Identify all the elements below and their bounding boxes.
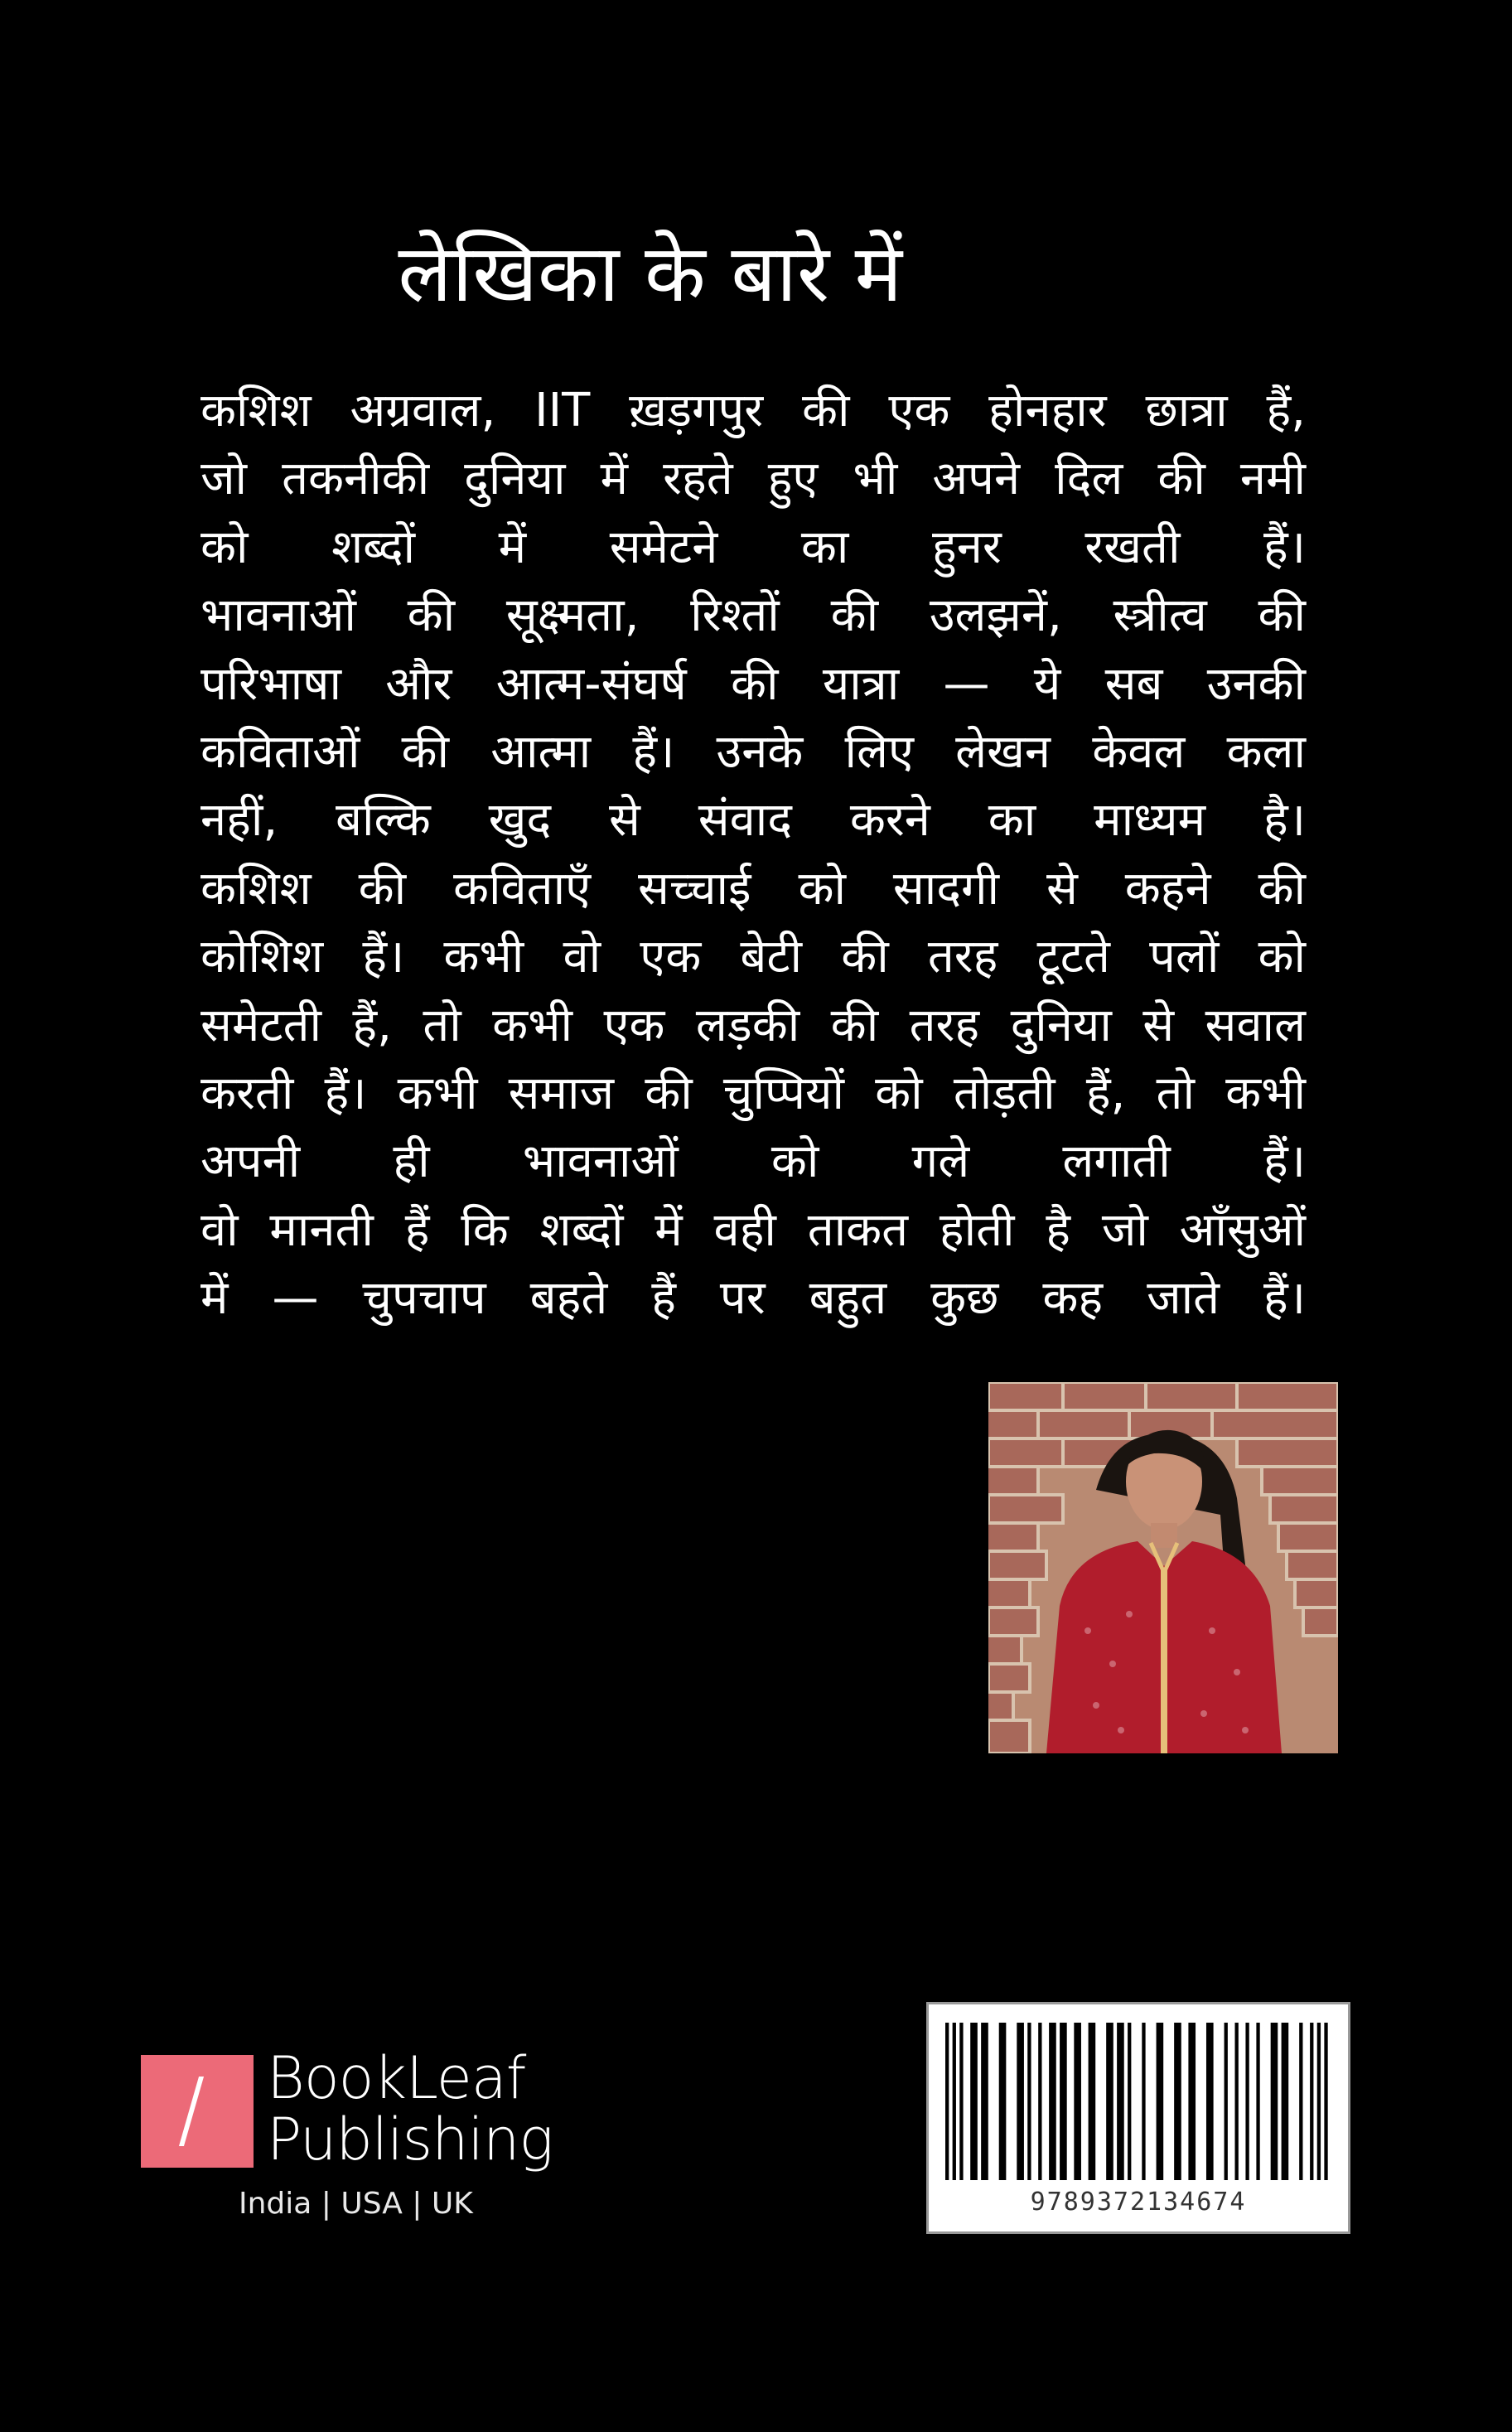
- barcode-bar: [1142, 2023, 1145, 2180]
- barcode-bar: [1299, 2023, 1302, 2180]
- author-bio: [200, 377, 1306, 1333]
- bio-line: में — चुपचाप बहते हैं पर बहुत कुछ कह जाते हैं।: [200, 1271, 1306, 1326]
- bio-line: परिभाषा और आत्म-संघर्ष की यात्रा — ये सब उनकी: [200, 656, 1306, 711]
- barcode-bar: [959, 2023, 963, 2180]
- publisher-logo: [141, 2044, 572, 2236]
- bio-line: कशिश की कविताएँ सच्चाई को सादगी से कहने की: [200, 861, 1306, 916]
- bio-line: करती हैं। कभी समाज की चुप्पियों को तोड़ती हैं, तो कभी: [200, 1066, 1306, 1121]
- isbn-number: 9789372134674: [1030, 2188, 1247, 2217]
- barcode-bars: [945, 2023, 1331, 2180]
- barcode-bar: [981, 2023, 988, 2180]
- bio-line: जो तकनीकी दुनिया में रहते हुए भी अपने दिल की नमी: [200, 452, 1306, 506]
- bio-line: भावनाओं की सूक्ष्मता, रिश्तों की उलझनें, स्त्रीत्व की: [200, 588, 1306, 643]
- publisher-name-line1: BookLeaf: [267, 2044, 526, 2112]
- barcode-bar: [1174, 2023, 1181, 2180]
- barcode-bar: [945, 2023, 949, 2180]
- logo-mark: [141, 2055, 254, 2168]
- barcode-bar: [1157, 2023, 1164, 2180]
- barcode-bar: [1128, 2023, 1131, 2180]
- barcode-bar: [1060, 2023, 1067, 2180]
- bio-line: को शब्दों में समेटने का हुनर रखती हैं।: [200, 520, 1306, 574]
- barcode-bar: [1049, 2023, 1056, 2180]
- bio-line: कोशिश हैं। कभी वो एक बेटी की तरह टूटते पलों को: [200, 930, 1306, 984]
- barcode-bar: [1235, 2023, 1239, 2180]
- barcode-bar: [1038, 2023, 1041, 2180]
- barcode-bar: [1271, 2023, 1278, 2180]
- barcode-bar: [970, 2023, 978, 2180]
- barcode-bar: [1106, 2023, 1113, 2180]
- barcode-bar: [1245, 2023, 1249, 2180]
- barcode-bar: [1089, 2023, 1096, 2180]
- barcode-bar: [1225, 2023, 1228, 2180]
- barcode-bar: [1188, 2023, 1196, 2180]
- barcode-bar: [1027, 2023, 1031, 2180]
- publisher-name-line2: Publishing: [267, 2106, 553, 2173]
- slash-icon: [179, 2077, 204, 2146]
- publisher-regions: India | USA | UK: [239, 2187, 473, 2221]
- barcode-bar: [1117, 2023, 1124, 2180]
- barcode-bar: [1317, 2023, 1321, 2180]
- barcode-bar: [1310, 2023, 1313, 2180]
- barcode-bar: [1206, 2023, 1214, 2180]
- bio-line: वो मानती हैं कि शब्दों में वही ताकत होती है जो आँसुओं: [200, 1202, 1306, 1257]
- barcode-bar: [953, 2023, 956, 2180]
- barcode-bar: [1282, 2023, 1289, 2180]
- bio-line: कविताओं की आत्मा हैं। उनके लिए लेखन केवल कला: [200, 725, 1306, 780]
- page-title: लेखिका के बारे में: [398, 227, 903, 320]
- bio-line: समेटती हैं, तो कभी एक लड़की की तरह दुनिया से सवाल: [200, 998, 1306, 1052]
- isbn-barcode: [926, 2002, 1350, 2234]
- barcode-bar: [1324, 2023, 1327, 2180]
- barcode-bar: [1256, 2023, 1259, 2180]
- barcode-bar: [999, 2023, 1007, 2180]
- barcode-bar: [1074, 2023, 1081, 2180]
- bio-line: अपनी ही भावनाओं को गले लगाती हैं।: [200, 1134, 1306, 1189]
- author-photo: [988, 1382, 1338, 1753]
- bio-line: नहीं, बल्कि खुद से संवाद करने का माध्यम है।: [200, 793, 1306, 848]
- barcode-bar: [1017, 2023, 1024, 2180]
- bio-line: कशिश अग्रवाल, IIT ख़ड़गपुर की एक होनहार छात्रा हैं,: [200, 384, 1306, 438]
